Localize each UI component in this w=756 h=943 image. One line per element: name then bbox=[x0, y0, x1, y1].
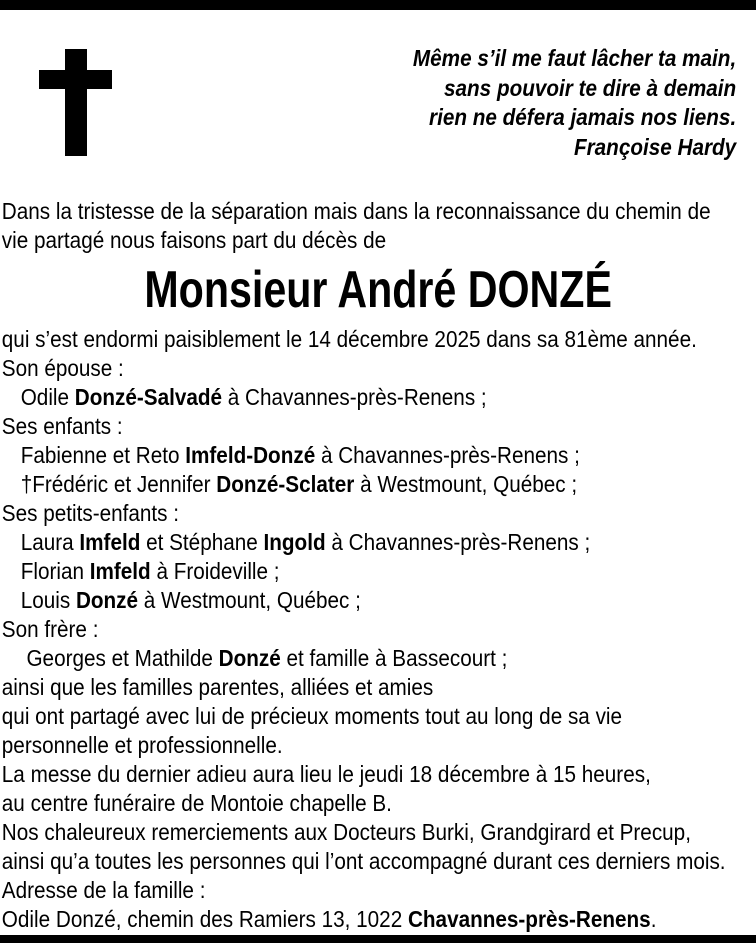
intro-lines bbox=[2, 197, 754, 255]
text-line: La messe du dernier adieu aura lieu le jeudi 18 décembre à 15 heures, bbox=[1, 761, 651, 787]
text-line: Dans la tristesse de la séparation mais dans la reconnaissance du chemin de bbox=[1, 198, 711, 224]
text-line: Ses enfants : bbox=[1, 413, 123, 439]
text-line: au centre funéraire de Montoie chapelle B. bbox=[1, 790, 392, 816]
deceased-name-text: Monsieur André DONZÉ bbox=[144, 261, 612, 319]
text-line: Louis Donzé à Westmount, Québec ; bbox=[20, 587, 361, 613]
detail-lines bbox=[2, 325, 754, 934]
quote-attribution: Françoise Hardy bbox=[573, 133, 737, 160]
quote-line: rien ne défera jamais nos liens. bbox=[429, 104, 737, 130]
quote-line: sans pouvoir te dire à demain bbox=[444, 74, 737, 101]
deceased-name bbox=[2, 255, 754, 325]
text-line: Adresse de la famille : bbox=[1, 877, 206, 903]
text-line: Laura Imfeld et Stéphane Ingold à Chavannes-près-Renens ; bbox=[20, 529, 591, 555]
text-line: Odile Donzé, chemin des Ramiers 13, 1022 Chavannes-près-Renens. bbox=[1, 906, 657, 932]
text-line: Georges et Mathilde Donzé et famille à Bassecourt ; bbox=[20, 645, 508, 671]
text-line: Nos chaleureux remerciements aux Docteurs Burki, Grandgirard et Precup, bbox=[1, 819, 691, 845]
text-line: ainsi que les familles parentes, alliées et amies bbox=[1, 674, 434, 700]
announcement-body bbox=[2, 197, 754, 934]
quote-line: Même s’il me faut lâcher ta main, bbox=[412, 45, 737, 71]
text-line: ainsi qu’a toutes les personnes qui l’ont accompagné durant ces derniers mois. bbox=[1, 848, 726, 874]
text-line: †Frédéric et Jennifer Donzé-Sclater à Westmount, Québec ; bbox=[20, 471, 578, 497]
text-line: Fabienne et Reto Imfeld-Donzé à Chavannes-près-Renens ; bbox=[20, 442, 580, 468]
bottom-border-bar bbox=[0, 935, 756, 943]
text-line: Odile Donzé-Salvadé à Chavannes-près-Renens ; bbox=[20, 384, 487, 410]
text-line: vie partagé nous faisons part du décès de bbox=[1, 227, 387, 253]
text-line: Son frère : bbox=[1, 616, 99, 642]
text-line: qui ont partagé avec lui de précieux moments tout au long de sa vie bbox=[1, 703, 623, 729]
text-line: qui s’est endormi paisiblement le 14 décembre 2025 dans sa 81ème année. bbox=[1, 326, 697, 352]
text-line: Son épouse : bbox=[1, 355, 124, 381]
text-line: personnelle et professionnelle. bbox=[1, 732, 283, 758]
text-line: Florian Imfeld à Froideville ; bbox=[20, 558, 280, 584]
memorial-quote bbox=[413, 44, 736, 162]
text-line: Ses petits-enfants : bbox=[1, 500, 180, 526]
